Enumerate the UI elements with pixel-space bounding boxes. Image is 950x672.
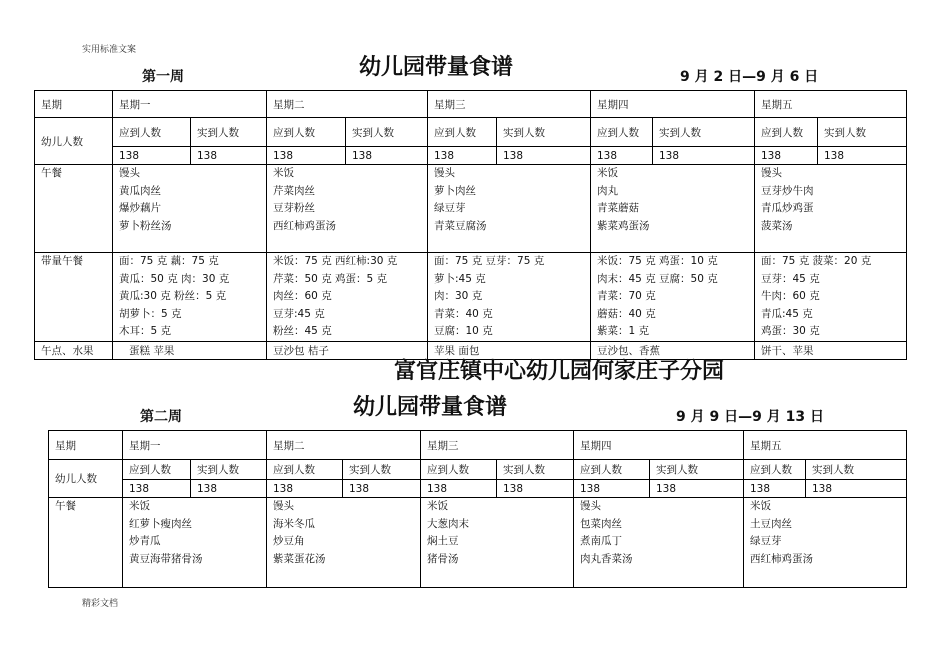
- lunch-label: 午餐: [49, 498, 123, 588]
- expected-label: 应到人数: [744, 460, 806, 480]
- actual-count: 138: [191, 147, 267, 165]
- lunch-menu: 米饭 肉丸 青菜蘑菇 紫菜鸡蛋汤: [591, 165, 755, 253]
- day-header-row: [35, 91, 907, 118]
- date-range-week1: 9 月 2 日—9 月 6 日: [680, 69, 819, 85]
- expected-label: 应到人数: [267, 118, 346, 147]
- lunch-menu: 馒头 海米冬瓜 炒豆角 紫菜蛋花汤: [267, 498, 421, 588]
- count-label-row: [49, 460, 907, 480]
- actual-label: 实到人数: [346, 118, 428, 147]
- expected-label: 应到人数: [755, 118, 818, 147]
- weekday-label: 星期: [49, 431, 123, 460]
- actual-label: 实到人数: [818, 118, 907, 147]
- quantity-label: 带量午餐: [35, 253, 113, 342]
- actual-label: 实到人数: [343, 460, 421, 480]
- expected-count: 138: [428, 147, 497, 165]
- day-header: 星期一: [113, 91, 267, 118]
- actual-label: 实到人数: [497, 460, 574, 480]
- lunch-row: [35, 165, 907, 253]
- footer-note: 精彩文档: [82, 599, 119, 609]
- school-name: 富官庄镇中心幼儿园何家庄子分园: [394, 359, 725, 384]
- quantity-row: [35, 253, 907, 342]
- actual-label: 实到人数: [653, 118, 755, 147]
- lunch-row: [49, 498, 907, 588]
- expected-count: 138: [267, 480, 343, 498]
- quantity-list: 米饭：75 克 西红柿:30 克 芹菜：50 克 鸡蛋：5 克 肉丝：60 克 豆芽:45 克 粉丝：45 克: [267, 253, 428, 342]
- snack-item: 饼干、苹果: [755, 341, 907, 359]
- expected-count: 138: [421, 480, 497, 498]
- day-header: 星期二: [267, 91, 428, 118]
- lunch-menu: 米饭 大葱肉末 焖土豆 猪骨汤: [421, 498, 574, 588]
- expected-count: 138: [591, 147, 653, 165]
- actual-label: 实到人数: [191, 460, 267, 480]
- quantity-list: 面：75 克 藕：75 克 黄瓜：50 克 肉：30 克 黄瓜:30 克 粉丝：5 克 胡萝卜：5 克 木耳：5 克: [113, 253, 267, 342]
- child-count-label: 幼儿人数: [35, 118, 113, 165]
- actual-count: 138: [806, 480, 907, 498]
- actual-count: 138: [818, 147, 907, 165]
- quantity-list: 面：75 克 菠菜：20 克 豆芽：45 克 牛肉：60 克 青瓜:45 克 鸡蛋：30 克: [755, 253, 907, 342]
- header-note: 实用标准文案: [82, 45, 137, 55]
- expected-count: 138: [267, 147, 346, 165]
- day-header: 星期三: [421, 431, 574, 460]
- day-header: 星期四: [591, 91, 755, 118]
- expected-label: 应到人数: [591, 118, 653, 147]
- snack-label: 午点、水果: [35, 341, 113, 359]
- expected-label: 应到人数: [428, 118, 497, 147]
- actual-label: 实到人数: [650, 460, 744, 480]
- snack-item: 苹果 面包: [428, 341, 591, 359]
- day-header-row: [49, 431, 907, 460]
- actual-count: 138: [497, 147, 591, 165]
- week-label-week2: 第二周: [140, 409, 182, 425]
- actual-count: 138: [346, 147, 428, 165]
- count-label-row: [35, 118, 907, 147]
- day-header: 星期五: [755, 91, 907, 118]
- actual-count: 138: [497, 480, 574, 498]
- expected-count: 138: [574, 480, 650, 498]
- snack-item: 豆沙包 桔子: [267, 341, 428, 359]
- day-header: 星期三: [428, 91, 591, 118]
- lunch-label: 午餐: [35, 165, 113, 253]
- week-label-week1: 第一周: [142, 69, 184, 85]
- day-header: 星期四: [574, 431, 744, 460]
- menu-table-week1: [34, 90, 907, 360]
- lunch-menu: 馒头 黄瓜肉丝 爆炒藕片 萝卜粉丝汤: [113, 165, 267, 253]
- expected-count: 138: [755, 147, 818, 165]
- actual-count: 138: [343, 480, 421, 498]
- menu-title-week1: 幼儿园带量食谱: [359, 55, 514, 80]
- actual-count: 138: [650, 480, 744, 498]
- lunch-menu: 馒头 包菜肉丝 煮南瓜丁 肉丸香菜汤: [574, 498, 744, 588]
- expected-label: 应到人数: [421, 460, 497, 480]
- actual-count: 138: [191, 480, 267, 498]
- lunch-menu: 米饭 土豆肉丝 绿豆芽 西红柿鸡蛋汤: [744, 498, 907, 588]
- quantity-list: 面：75 克 豆芽：75 克 萝卜:45 克 肉：30 克 青菜：40 克 豆腐：10 克: [428, 253, 591, 342]
- day-header: 星期一: [123, 431, 267, 460]
- menu-table-week2: [48, 430, 907, 588]
- expected-label: 应到人数: [123, 460, 191, 480]
- expected-label: 应到人数: [574, 460, 650, 480]
- count-value-row: [49, 480, 907, 498]
- child-count-label: 幼儿人数: [49, 460, 123, 498]
- day-header: 星期五: [744, 431, 907, 460]
- weekday-label: 星期: [35, 91, 113, 118]
- expected-label: 应到人数: [267, 460, 343, 480]
- expected-count: 138: [744, 480, 806, 498]
- actual-label: 实到人数: [497, 118, 591, 147]
- snack-item: 蛋糕 苹果: [113, 341, 267, 359]
- snack-item: 豆沙包、香蕉: [591, 341, 755, 359]
- actual-label: 实到人数: [806, 460, 907, 480]
- date-range-week2: 9 月 9 日—9 月 13 日: [676, 409, 824, 425]
- lunch-menu: 米饭 红萝卜瘦肉丝 炒青瓜 黄豆海带猪骨汤: [123, 498, 267, 588]
- expected-count: 138: [123, 480, 191, 498]
- quantity-list: 米饭：75 克 鸡蛋：10 克 肉末：45 克 豆腐：50 克 青菜：70 克 蘑菇：40 克 紫菜：1 克: [591, 253, 755, 342]
- lunch-menu: 馒头 萝卜肉丝 绿豆芽 青菜豆腐汤: [428, 165, 591, 253]
- menu-title-week2: 幼儿园带量食谱: [353, 395, 508, 420]
- actual-count: 138: [653, 147, 755, 165]
- expected-label: 应到人数: [113, 118, 191, 147]
- lunch-menu: 米饭 芹菜肉丝 豆芽粉丝 西红柿鸡蛋汤: [267, 165, 428, 253]
- day-header: 星期二: [267, 431, 421, 460]
- expected-count: 138: [113, 147, 191, 165]
- actual-label: 实到人数: [191, 118, 267, 147]
- count-value-row: [35, 147, 907, 165]
- lunch-menu: 馒头 豆芽炒牛肉 青瓜炒鸡蛋 菠菜汤: [755, 165, 907, 253]
